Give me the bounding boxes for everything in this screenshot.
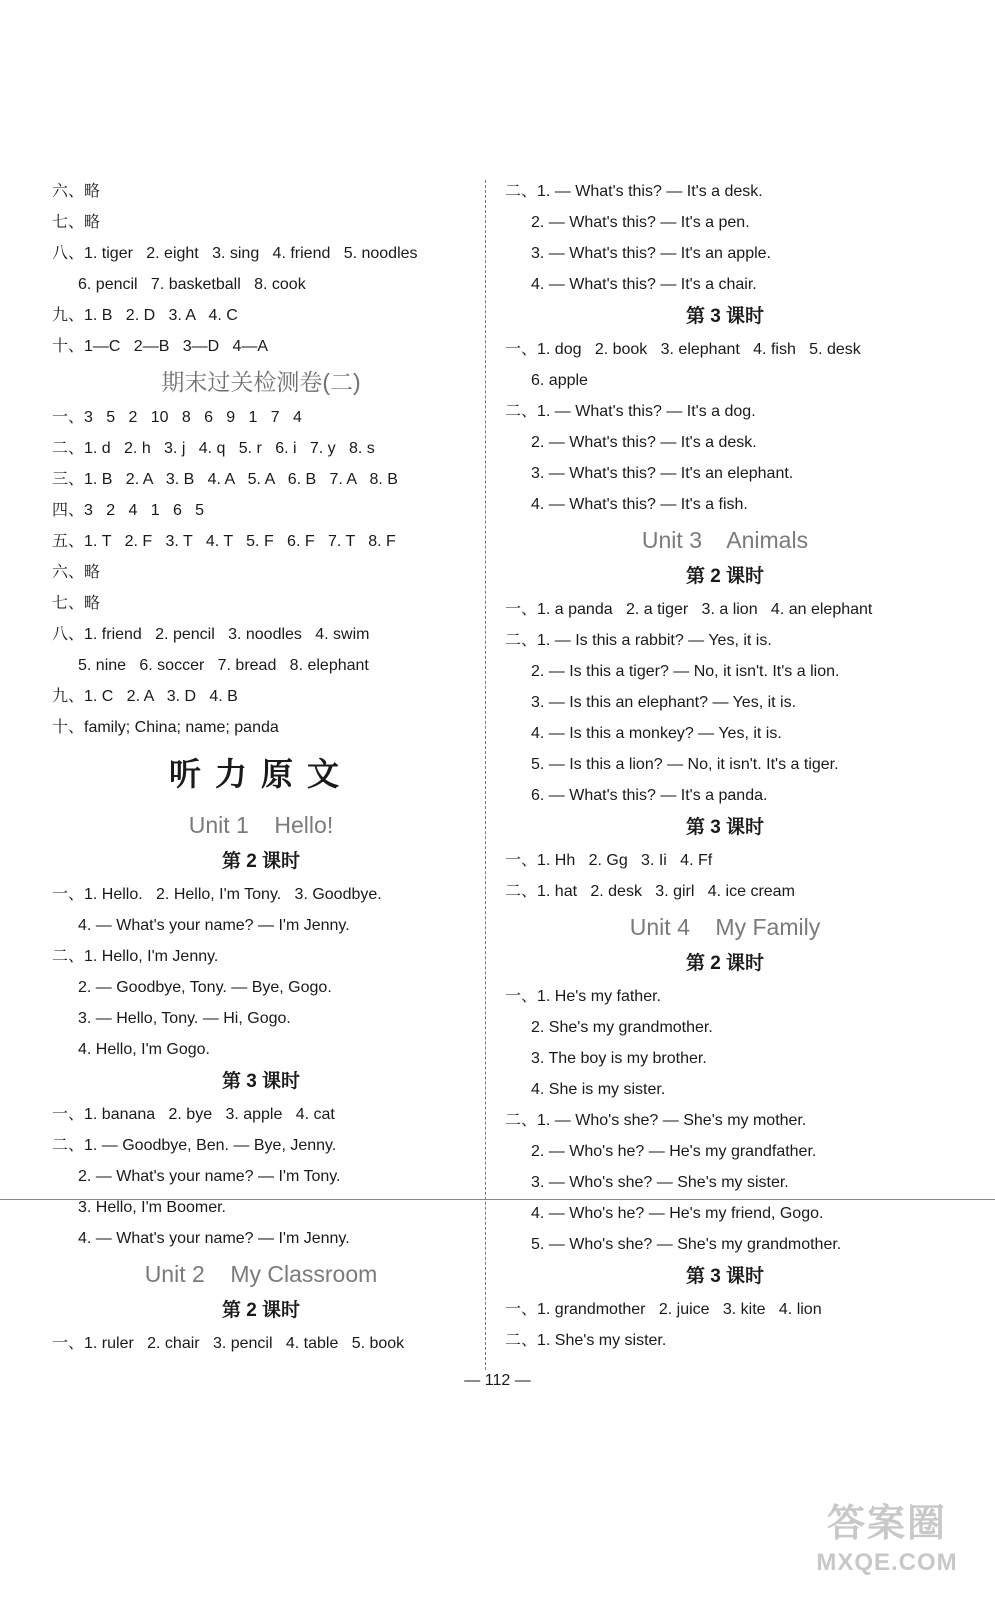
answer-line: 4. She is my sister. <box>531 1081 666 1098</box>
lesson-heading: 第 3 课时 <box>685 817 765 838</box>
answer-line: 六、略 <box>52 183 101 200</box>
answer-line: 一、1. ruler 2. chair 3. pencil 4. table 5. book <box>52 1335 405 1352</box>
lesson-heading: 第 3 课时 <box>685 306 765 327</box>
answer-line: 一、1. Hello. 2. Hello, I'm Tony. 3. Goodbye. <box>52 886 382 903</box>
answer-line: 4. — What's your name? — I'm Jenny. <box>78 1230 350 1247</box>
page-number: — 112 — <box>464 1372 531 1389</box>
answer-line: 3. — Is this an elephant? — Yes, it is. <box>531 694 797 711</box>
answer-line: 6. pencil 7. basketball 8. cook <box>78 276 306 293</box>
answer-line: 八、1. tiger 2. eight 3. sing 4. friend 5. noodles <box>52 245 418 262</box>
answer-line: 3. The boy is my brother. <box>531 1050 707 1067</box>
answer-line: 二、1. She's my sister. <box>505 1332 667 1349</box>
answer-line: 2. She's my grandmother. <box>531 1019 713 1036</box>
answer-line: 一、1. grandmother 2. juice 3. kite 4. lion <box>505 1301 822 1318</box>
answer-line: 一、1. dog 2. book 3. elephant 4. fish 5. desk <box>505 341 861 358</box>
answer-line: 4. — What's this? — It's a chair. <box>531 276 757 293</box>
exam-title: 期末过关检测卷(二) <box>161 369 361 395</box>
answer-line: 九、1. B 2. D 3. A 4. C <box>52 307 238 324</box>
answer-line: 二、1. hat 2. desk 3. girl 4. ice cream <box>505 883 795 900</box>
answer-line: 3. Hello, I'm Boomer. <box>78 1199 226 1216</box>
answer-line: 九、1. C 2. A 3. D 4. B <box>52 688 238 705</box>
answer-line: 一、1. He's my father. <box>505 988 661 1005</box>
lesson-heading: 第 2 课时 <box>685 953 765 974</box>
lesson-heading: 第 3 课时 <box>685 1266 765 1287</box>
answer-line: 一、3 5 2 10 8 6 9 1 7 4 <box>52 409 302 426</box>
answer-line: 5. — Is this a lion? — No, it isn't. It's a tiger. <box>531 756 839 773</box>
answer-line: 4. — What's your name? — I'm Jenny. <box>78 917 350 934</box>
answer-line: 二、1. d 2. h 3. j 4. q 5. r 6. i 7. y 8. s <box>52 440 375 457</box>
answer-line: 4. — Is this a monkey? — Yes, it is. <box>531 725 782 742</box>
answer-line: 2. — Goodbye, Tony. — Bye, Gogo. <box>78 979 332 996</box>
lesson-heading: 第 2 课时 <box>685 566 765 587</box>
column-divider <box>485 180 486 1370</box>
answer-line: 2. — Who's he? — He's my grandfather. <box>531 1143 817 1160</box>
answer-line: 八、1. friend 2. pencil 3. noodles 4. swim <box>52 626 370 643</box>
answer-line: 六、略 <box>52 564 101 581</box>
answer-line: 2. — What's your name? — I'm Tony. <box>78 1168 341 1185</box>
answer-line: 4. — What's this? — It's a fish. <box>531 496 748 513</box>
answer-line: 七、略 <box>52 595 101 612</box>
lesson-heading: 第 2 课时 <box>221 1300 301 1321</box>
answer-line: 二、1. — What's this? — It's a desk. <box>505 183 763 200</box>
left-column <box>52 176 470 1359</box>
answer-line: 二、1. — Is this a rabbit? — Yes, it is. <box>505 632 772 649</box>
answer-line: 十、family; China; name; panda <box>52 719 279 736</box>
answer-line: 4. Hello, I'm Gogo. <box>78 1041 210 1058</box>
watermark-url: MXQE.COM <box>816 1549 958 1576</box>
answer-line: 3. — What's this? — It's an apple. <box>531 245 771 262</box>
answer-line: 2. — What's this? — It's a desk. <box>531 434 757 451</box>
answer-line: 二、1. — Who's she? — She's my mother. <box>505 1112 807 1129</box>
answer-line: 四、3 2 4 1 6 5 <box>52 502 205 519</box>
unit-heading: Unit 1 Hello! <box>188 812 334 838</box>
answer-line: 十、1—C 2—B 3—D 4—A <box>52 338 269 355</box>
answer-line: 一、1. a panda 2. a tiger 3. a lion 4. an elephant <box>505 601 873 618</box>
answer-line: 七、略 <box>52 214 101 231</box>
answer-line: 3. — Hello, Tony. — Hi, Gogo. <box>78 1010 291 1027</box>
right-column <box>505 176 945 1356</box>
answer-line: 3. — What's this? — It's an elephant. <box>531 465 794 482</box>
answer-line: 一、1. Hh 2. Gg 3. Ii 4. Ff <box>505 852 713 869</box>
lesson-heading: 第 3 课时 <box>221 1071 301 1092</box>
answer-line: 三、1. B 2. A 3. B 4. A 5. A 6. B 7. A 8. B <box>52 471 398 488</box>
answer-line: 2. — Is this a tiger? — No, it isn't. It's a lion. <box>531 663 840 680</box>
answer-line: 4. — Who's he? — He's my friend, Gogo. <box>531 1205 824 1222</box>
unit-heading: Unit 4 My Family <box>629 914 821 940</box>
section-title: 听力原文 <box>168 756 353 792</box>
answer-line: 2. — What's this? — It's a pen. <box>531 214 750 231</box>
watermark-logo <box>807 1500 967 1584</box>
answer-line: 6. apple <box>531 372 588 389</box>
watermark-text: 答案圈 <box>826 1503 947 1545</box>
unit-heading: Unit 2 My Classroom <box>144 1261 378 1287</box>
answer-line: 5. nine 6. soccer 7. bread 8. elephant <box>78 657 369 674</box>
answer-line: 6. — What's this? — It's a panda. <box>531 787 768 804</box>
unit-heading: Unit 3 Animals <box>641 527 809 553</box>
answer-line: 5. — Who's she? — She's my grandmother. <box>531 1236 842 1253</box>
lesson-heading: 第 2 课时 <box>221 851 301 872</box>
answer-line: 二、1. Hello, I'm Jenny. <box>52 948 219 965</box>
answer-line: 二、1. — Goodbye, Ben. — Bye, Jenny. <box>52 1137 337 1154</box>
answer-line: 一、1. banana 2. bye 3. apple 4. cat <box>52 1106 335 1123</box>
answer-line: 五、1. T 2. F 3. T 4. T 5. F 6. F 7. T 8. F <box>52 533 396 550</box>
answer-line: 二、1. — What's this? — It's a dog. <box>505 403 756 420</box>
answer-line: 3. — Who's she? — She's my sister. <box>531 1174 789 1191</box>
